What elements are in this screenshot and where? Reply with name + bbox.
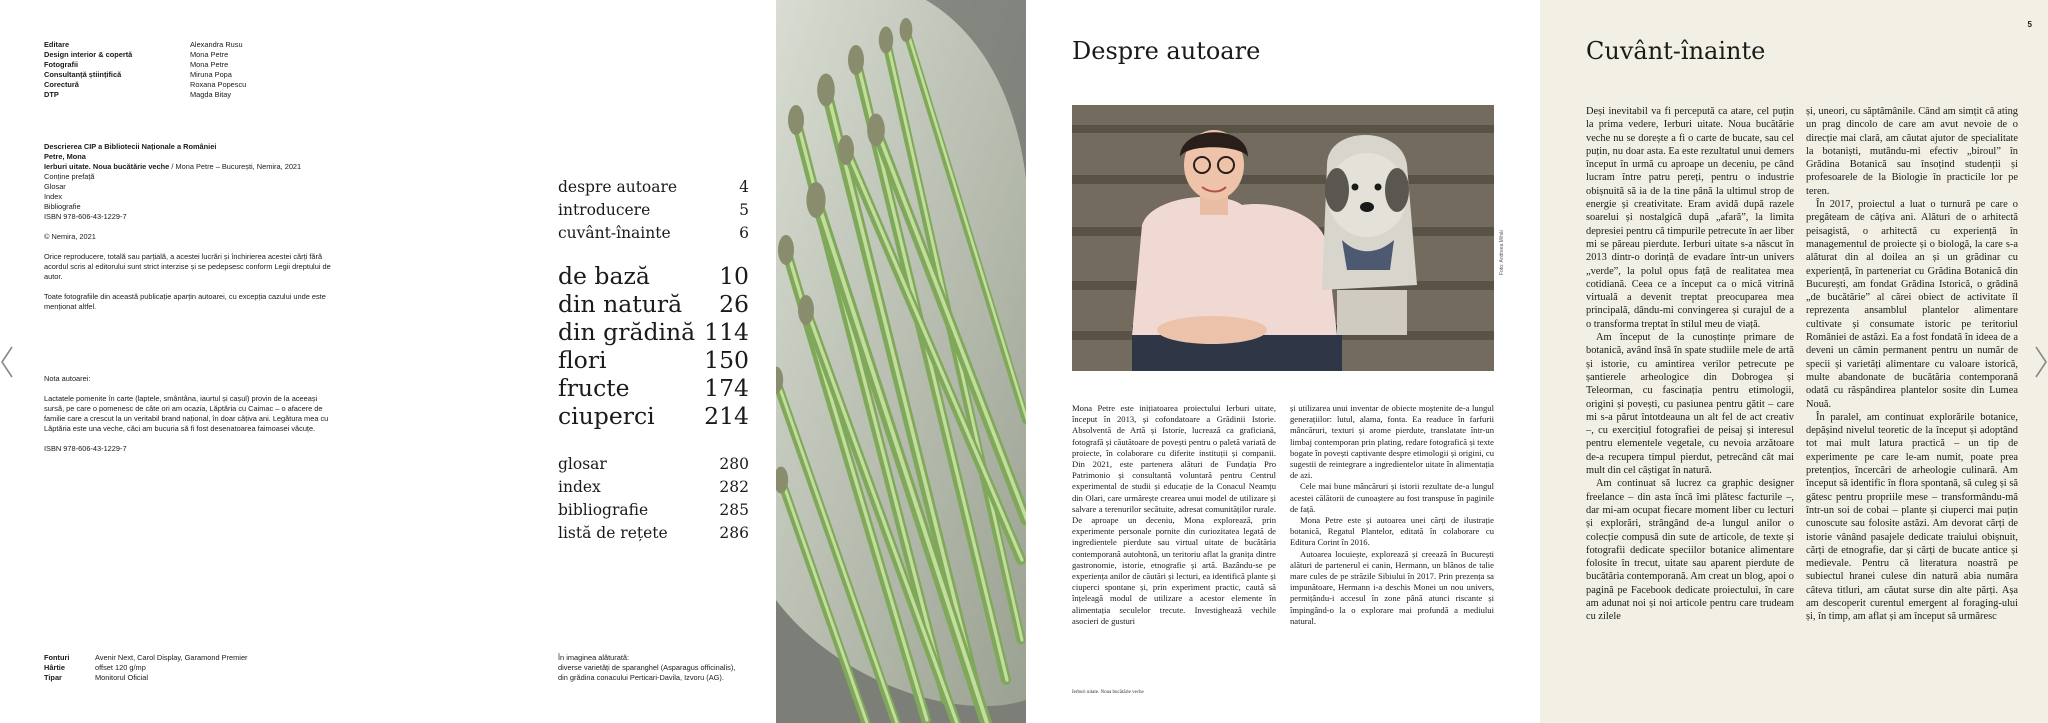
toc-label: din grădină <box>558 318 696 346</box>
toc-label: bibliografie <box>558 501 649 519</box>
asparagus-tip <box>817 74 835 107</box>
note-title: Nota autoarei: <box>44 374 91 383</box>
toc-label: din natură <box>558 290 683 318</box>
asparagus-tip <box>838 135 854 165</box>
about-paragraph: și utilizarea unui inventar de obiecte moștenite de-a lungul generațiilor: lutul, alama, fonta. Ea readuce în farfurii mâncăruri, texturi și arome pierdute, translatate într-un limbaj contemporan prin plating, redare fotografică și texte bogate în povești captivante despre etimologii și origini, cu sugestii de reintegrare a ingredientelor uitate în alimentația de azi. <box>1290 403 1494 481</box>
toc-page: 6 <box>739 224 749 242</box>
credit-role: Editare <box>44 40 70 49</box>
asparagus-tip <box>788 105 804 135</box>
foreword-column-1 <box>1586 105 1794 624</box>
toc-entry[interactable] <box>558 199 749 222</box>
asparagus-tip <box>879 27 893 54</box>
about-paragraph: Autoarea locuiește, explorează și creează în București alături de partenerul ei canin, Hermann, un blănos de talie mare cules de pe străzile Sibiului în 2017. Prin prezența sa impunătoare, Hermann i-a deschis Monei un nou univers, permițându-i accesul în zone până atunci riscante și împingând-o la o explorare mai profundă a mediului natural. <box>1290 548 1494 626</box>
foreword-paragraph: Deși inevitabil va fi percepută ca atare, cel puțin la prima vedere, Ierburi uitate. Noua bucătărie veche nu se dorește a fi o carte de bucate, sau cel puțin, nu doar asta. Ea este rezultatul unui demers început în urmă cu aproape un deceniu, pe când lucram între patru pereți, pentru o industrie obișnuită să ia de la tine până la ultimul strop de energie și creativitate. Eram avidă după razele soarelui și nostalgică după „afară”, la limita depresiei pentru că timpurile petrecute în aer liber mi se păreau pierdute. Ierburi uitate s-a născut în 2013 dintr-o dorință de evadare într-un univers „verde”, la polul opus față de realitatea mea cotidiană. Ceea ce a început ca o mică vitrină virtuală a devenit treptat preocuparea mea principală, dându-mi convingerea și curajul de a o transforma treptat în stilul meu de viață. <box>1586 106 1794 330</box>
page-title: Despre autoare <box>1072 37 1261 65</box>
about-author-page <box>1026 0 1540 723</box>
toc-entry[interactable] <box>558 402 749 430</box>
toc-page: 10 <box>719 262 749 290</box>
toc-entry[interactable] <box>558 522 749 545</box>
caption-line: din grădina conacului Perticari-Davila, Izvoru (AG). <box>558 673 724 682</box>
about-column-1 <box>1072 403 1276 627</box>
rights-notice: Orice reproducere, totală sau parțială, a acestei lucrări și închirierea acestei cărți fără acordul scris al editorului sunt strict interzise și se pedepsesc conform Legii dreptului de autor. <box>44 252 331 281</box>
asparagus-tip <box>806 182 825 218</box>
credit-name: Mona Petre <box>190 50 229 59</box>
running-footer: Ierburi uitate. Noua bucătărie veche <box>1072 690 1144 695</box>
photo-rights: Toate fotografiile din această publicație aparțin autoarei, cu excepția cazului unde este menționat altfel. <box>44 292 326 311</box>
contents-page <box>519 0 776 723</box>
toc-page: 150 <box>704 346 749 374</box>
credit-role: Corectură <box>44 80 79 89</box>
photo-credit: Foto: Andreea Mihăi <box>1499 230 1505 275</box>
toc-entry[interactable] <box>558 318 749 346</box>
production-label: Hârtie <box>44 663 65 672</box>
foreword-paragraph: și, uneori, cu săptămânile. Când am simțit că ating un prag dincolo de care am avut nevoie de o direcție mai clară, am căutat ajutor de specialitate la botaniști, mutându-mi efectiv „biroul” în Grădina Botanică sau însoțind studenții și profesoarele de la Biologie în practicile lor pe teren. <box>1806 106 2018 197</box>
page-number: 5 <box>2027 20 2032 29</box>
toc-page: 114 <box>704 318 749 346</box>
image-caption <box>558 653 758 683</box>
page-title: Cuvânt-înainte <box>1586 37 1766 65</box>
toc-label: listă de rețete <box>558 524 668 542</box>
toc-label: introducere <box>558 201 651 219</box>
about-paragraph: Mona Petre este și autoarea unei cărți de ilustrație botanică, Regatul Plantelor, editată în colaborare cu Editura Corint în 2016. <box>1290 515 1494 548</box>
production-info <box>44 653 295 683</box>
cip-author: Petre, Mona <box>44 152 86 161</box>
production-value: Avenir Next, Carol Display, Garamond Premier <box>95 653 248 662</box>
foreword-paragraph: Am continuat să lucrez ca graphic designer freelance – din asta încă îmi plătesc facturile –, dar mi-am ocupat fiecare moment liber cu lecturi și explorări, strângând de-a lungul anilor o colecție compusă din sute de articole, de texte și fotografii dedicate speciilor botanice alimentare folosite în trecut, uitate sau aparent pierdute de bucătăria contemporană. Am creat un blog, apoi o pagină pe Facebook dedicate proiectului, în care am adunat noi și noi articole pentru care trudeam cu zilele <box>1586 478 1794 623</box>
cip-line: Bibliografie <box>44 202 81 211</box>
toc-label: flori <box>558 346 607 374</box>
toc-front-matter <box>558 176 749 245</box>
toc-page: 174 <box>704 374 749 402</box>
production-value: offset 120 g/mp <box>95 663 146 672</box>
credit-name: Miruna Popa <box>190 70 232 79</box>
asparagus-tip <box>900 18 913 42</box>
production-label: Fonturi <box>44 653 70 662</box>
toc-entry[interactable] <box>558 476 749 499</box>
credit-name: Alexandra Rusu <box>190 40 243 49</box>
cip-line: ISBN 978-606-43-1229-7 <box>44 212 127 221</box>
foreword-paragraph: În 2017, proiectul a luat o turnură pe care o pregăteam de câțiva ani. Alături de o arhitectă peisagistă, o arhitectă cu experiență în managementul de proiecte și o biologă, la care s-a alăturat din al doilea an și un grădinar cu experiență, în parteneriat cu Grădina Botanică din București, am fondat Grădina Istorică, o grădină „de bucătărie” al cărei obiect de activitate îl reprezenta ansamblul plantelor alimentare cultivate și consumate istoric pe teritoriul României de astăzi. Ea a fost fondată în ideea de a deveni un cămin permanent pentru un număr de specii și varietăți alimentare cu valoare istorică, multe abandonate de bucătăria contemporană odată cu răspândirea plantelor sosite din Lumea Nouă. <box>1806 199 2018 410</box>
toc-label: fructe <box>558 374 630 402</box>
cip-line: Conține prefață <box>44 172 95 181</box>
author-with-dog-image <box>1072 105 1494 371</box>
toc-entry[interactable] <box>558 262 749 290</box>
note-text: Lactatele pomenite în carte (laptele, smântâna, iaurtul și cașul) provin de la aceeași sursă, pe care o pomenesc de câte ori am ocazia, Lăptăria cu Caimac – o afacere de familie care a crescut la un veritabil brand național, în doar câțiva ani. Legătura mea cu Lăptăria este una veche, căci am bucuria să fi fost desenatoarea faimoasei văcuțe. <box>44 394 329 433</box>
asparagus-tip <box>778 235 794 265</box>
credits-list <box>44 40 350 100</box>
production-label: Tipar <box>44 673 62 682</box>
credit-role: Consultanță științifică <box>44 70 122 79</box>
credit-name: Magda Bitay <box>190 90 232 99</box>
asparagus-tip <box>867 114 885 147</box>
credit-name: Mona Petre <box>190 60 229 69</box>
toc-label: de bază <box>558 262 650 290</box>
toc-page: 5 <box>739 201 749 219</box>
toc-page: 282 <box>719 478 749 496</box>
asparagus-tip <box>798 295 814 325</box>
credit-role: Design interior & copertă <box>44 50 133 59</box>
toc-entry[interactable] <box>558 374 749 402</box>
foreword-paragraph: Am început de la cunoștințe primare de botanică, având însă în spate studiile mele de artă și istorie, cu amintirea verilor petrecute pe șantierele arheologice din Dobrogea și Teleorman, cu fascinația pentru etimologii, origini și povești, cu pasiunea pentru gătit – care mi s-a părut întotdeauna un alt fel de act creativ –, cu exercițiul fotografiei de peisaj și interesul pentru elementele vegetale, cu nevoia arzătoare de-a recupera timpul pierdut, petrecând cât mai mult din cel câștigat în natură. <box>1586 332 1794 477</box>
cip-line: Index <box>44 192 63 201</box>
toc-page: 214 <box>704 402 749 430</box>
foreword-column-2 <box>1806 105 2018 624</box>
cip-title: Ierburi uitate. Noua bucătărie veche <box>44 162 170 171</box>
production-value: Monitorul Oficial <box>95 673 148 682</box>
toc-page: 280 <box>719 455 749 473</box>
imprint-page <box>0 0 519 723</box>
toc-label: despre autoare <box>558 178 678 196</box>
toc-page: 26 <box>719 290 749 318</box>
about-paragraph: Cele mai bune mâncăruri și istorii rezultate de-a lungul acestei călătorii de cunoaștere au fost transpuse în paginile de față. <box>1290 481 1494 514</box>
toc-chapters <box>558 262 749 430</box>
toc-back-matter <box>558 453 749 545</box>
asparagus-image <box>776 0 1026 723</box>
cip-block <box>44 142 334 454</box>
credit-role: Fotografii <box>44 60 79 69</box>
toc-entry[interactable] <box>558 290 749 318</box>
isbn: ISBN 978-606-43-1229-7 <box>44 444 127 453</box>
toc-entry[interactable] <box>558 346 749 374</box>
next-page-arrow-icon[interactable] <box>2034 345 2048 379</box>
about-column-2 <box>1290 403 1494 627</box>
foreword-paragraph: În paralel, am continuat explorările botanice, depășind nivelul teoretic de la început și adoptând tot mai mult latura practică – un tip de experimente pe care le-am numit, poate prea pretențios, încercări de arheologie culinară. Am început să identific în flora spontană, să culeg și să gătesc pentru propriile mese – transformându-mă într-un soi de cobai – plante și ciuperci mai puțin cunoscute sau folosite astăzi. Am devorat cărți de istorie vânând pasajele dedicate traiului obișnuit, cărți de etnografie, dar și cărți de bucate antice și medievale. Pentru că literatura noastră pe subiectul hranei culese din natură abia număra câteva titluri, am căutat surse din alte părți. Așa am descoperit curentul emergent al foraging-ului și, în timp, am aflat și am început să urmăresc <box>1806 411 2018 623</box>
toc-label: cuvânt-înainte <box>558 224 671 242</box>
author-photo <box>1072 105 1494 371</box>
credit-name: Roxana Popescu <box>190 80 247 89</box>
about-paragraph: Mona Petre este inițiatoarea proiectului Ierburi uitate, început în 2013, și cofondatoare a Grădinii Istorie. Absolventă de Artă și Istorie, lucrează ca graficiană, fotografă și căutătoare de povești pentru o paletă variată de proiecte, în colaborare cu diferite instituții și companii. Din 2021, este partenera alături de Fundația Pro Patrimonio și consultantă voluntară pentru Centrul experimental de studii și educație de la Conacul Neamțu din Olari, care urmărește crearea unui model de utilizare și salvare a terenurilor secătuite, adresat comunităților rurale. De aproape un deceniu, Mona explorează, prin experimente personale pornite din curiozitatea legată de ingredientele pierdute sau virtual uitate de bucătăria contemporană autohtonă, un teritoriu aflat la granița dintre gastronomie, istorie, etnografie și artă. Bazându-se pe experiența anilor de căutări și lecturi, ea identifică plante și ciuperci spontane și, prin experiment practic, caută să înțeleagă modul de utilizare a acestor elemente în alimentația seculelor trecute. Investighează vechile asocieri de gusturi <box>1072 403 1276 626</box>
copyright: © Nemira, 2021 <box>44 232 96 241</box>
toc-entry[interactable] <box>558 222 749 245</box>
caption-line: În imaginea alăturată: <box>558 653 630 662</box>
asparagus-tip <box>848 45 864 75</box>
credit-role: DTP <box>44 90 59 99</box>
toc-entry[interactable] <box>558 499 749 522</box>
toc-entry[interactable] <box>558 453 749 476</box>
asparagus-photo <box>776 0 1026 723</box>
prev-page-arrow-icon[interactable] <box>0 345 14 379</box>
toc-page: 285 <box>719 501 749 519</box>
caption-line: diverse varietăți de sparanghel (Asparagus officinalis), <box>558 663 736 672</box>
toc-page: 4 <box>739 178 749 196</box>
toc-entry[interactable] <box>558 176 749 199</box>
toc-page: 286 <box>719 524 749 542</box>
cip-imprint: / Mona Petre – București, Nemira, 2021 <box>169 162 302 171</box>
toc-label: index <box>558 478 601 496</box>
cip-line: Glosar <box>44 182 66 191</box>
foreword-page <box>1540 0 2048 723</box>
toc-label: glosar <box>558 455 607 473</box>
toc-label: ciuperci <box>558 402 655 430</box>
cip-heading: Descrierea CIP a Bibliotecii Naționale a României <box>44 142 217 151</box>
